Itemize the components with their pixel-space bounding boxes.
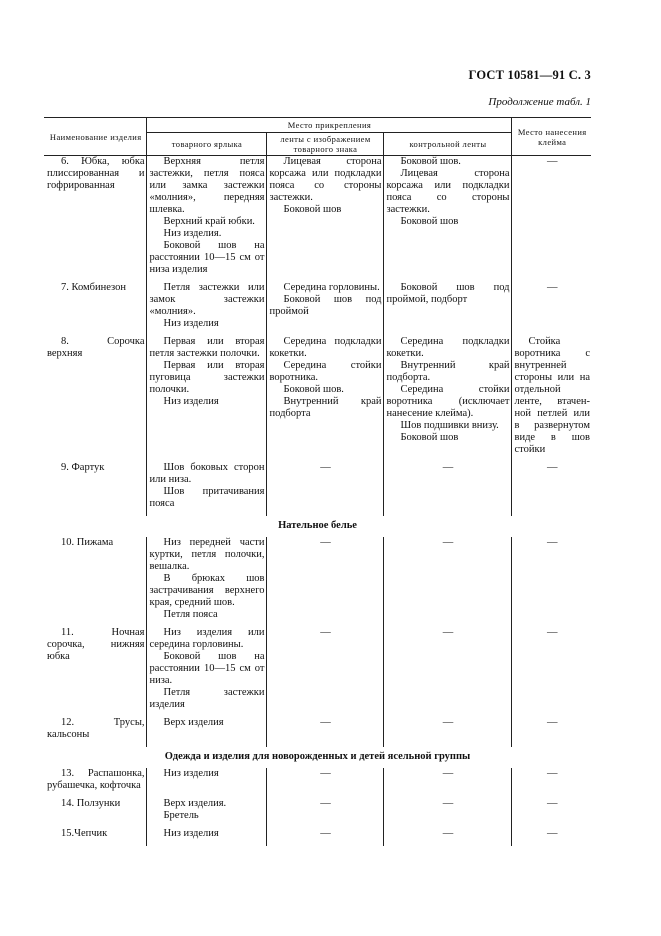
cell-line: Первая или вторая пуговица застежки полочки. [149,360,265,395]
tape-cell [266,627,383,711]
control-cell [383,768,511,792]
control-cell [383,828,511,840]
cell-line: — [320,462,331,473]
col-header-stamp: Место нанесения клейма [511,118,591,156]
cell-line: Низ изделия. [163,228,222,239]
section-title: Одежда и изделия для новорожденных и детей ясельной группы [164,751,471,762]
label-cell [146,336,266,456]
cell-line: Петля пояса [163,609,218,620]
table-row [44,828,591,840]
cell-line: Боковой шов [283,204,342,215]
cell-line: — [442,717,454,728]
table-row [44,462,591,510]
cell-line: Внутренний край подборта. [386,360,510,383]
cell-line: — [547,282,558,293]
control-cell [383,282,511,330]
stamp-cell [511,537,591,621]
cell-line: — [547,798,558,809]
cell-line: — [442,828,454,839]
col-header-name: Наименование изделия [44,118,146,156]
control-cell [383,336,511,456]
page-header: ГОСТ 10581—91 С. 3 [468,68,591,82]
cell-line: — [320,717,331,728]
stamp-cell [511,282,591,330]
cell-line: Верх изделия. [163,798,227,809]
cell-line: Шов подшивки внизу. [400,420,499,431]
table-row [44,537,591,621]
item-name-cell [44,828,146,840]
item-name: 12. Трусы, кальсоны [47,717,145,740]
cell-line: Первая или вторая петля застежки полочки. [149,336,265,359]
stamp-cell [511,768,591,792]
label-cell [146,156,266,277]
label-cell [146,828,266,840]
tape-cell [266,768,383,792]
cell-line: — [547,828,558,839]
stamp-cell [511,828,591,840]
cell-line: Боковой шов на расстоянии 10—15 см от низа изделия [149,240,265,275]
stamp-cell [511,336,591,456]
table-row [44,627,591,711]
item-name: 6. Юбка, юбка плиссированная и гофрированная [47,156,145,191]
cell-line: Внутренний край подборта [269,396,382,419]
item-name-cell [44,627,146,711]
cell-line: — [442,537,454,548]
cell-line: Бретель [163,810,199,821]
item-name: 15.Чепчик [61,828,108,839]
cell-line: Боковой шов под проймой, подборт [386,282,510,305]
item-name: 10. Пижама [61,537,114,548]
stamp-cell [511,156,591,277]
control-cell [383,627,511,711]
item-name: 8. Сорочка верхняя [47,336,145,359]
tape-cell [266,336,383,456]
col-header-place: Место прикрепления [146,118,511,133]
tape-cell [266,798,383,822]
cell-line: Петля застежки или замок застежки «молния». [149,282,265,317]
cell-line: Низ изделия [163,318,219,329]
cell-line: Низ изделия или середина горловины. [149,627,265,650]
item-name-cell [44,462,146,510]
item-name-cell [44,282,146,330]
cell-line: Середина подкладки кокетки. [386,336,510,359]
cell-line: Лицевая сторона корсажа или подкладки пояса со стороны застежки. [386,168,510,215]
section-row [44,516,591,537]
cell-line: Низ передней части куртки, петля полочки, вешалка. [149,537,265,572]
label-cell [146,282,266,330]
cell-line: Верхняя петля застежки, петля пояса или замка застежки «молния», передняя шлевка. [149,156,265,215]
col-header-label: товарного ярлыка [146,133,266,156]
col-header-tape-image: ленты с изображением товарного знака [266,133,383,156]
item-name-cell [44,537,146,621]
cell-line: Низ изделия [163,396,219,407]
cell-line: — [547,768,558,779]
item-name-cell [44,798,146,822]
tape-cell [266,462,383,510]
cell-line: — [547,462,558,473]
cell-line: Середина стойки воротника. [269,360,382,383]
cell-line: — [320,798,331,809]
tape-cell [266,282,383,330]
section-title: Нательное белье [278,520,357,531]
cell-line: — [442,798,454,809]
table-row [44,768,591,792]
tape-cell [266,828,383,840]
cell-line: — [442,768,454,779]
stamp-cell [511,627,591,711]
cell-line: — [547,156,558,167]
label-cell [146,627,266,711]
cell-line: Верхний край юбки. [163,216,255,227]
cell-line: — [320,627,331,638]
tape-cell [266,156,383,277]
cell-line: Шов боковых сторон или низа. [149,462,265,485]
standard-table [44,117,591,846]
stamp-cell [511,717,591,741]
stamp-cell [511,798,591,822]
item-name-cell [44,717,146,741]
cell-line: Петля застежки изделия [149,687,265,710]
row-spacer [44,840,591,846]
item-name-cell [44,336,146,456]
item-name-cell [44,768,146,792]
label-cell [146,717,266,741]
label-cell [146,537,266,621]
cell-line: Боковой шов. [400,156,461,167]
label-cell [146,768,266,792]
tape-cell [266,717,383,741]
cell-line: Шов притачивания пояса [149,486,265,509]
cell-line: Боковой шов [400,216,459,227]
control-cell [383,462,511,510]
control-cell [383,156,511,277]
cell-line: Стойка воротника с внутренней стороны или на отдельной ленте, втачен-ной петлей или в развернутом виде в шов стойки [514,336,590,455]
cell-line: — [547,627,558,638]
item-name: 13. Распашонка, рубашечка, кофточка [47,768,145,791]
cell-line: Низ изделия [163,768,219,779]
cell-line: — [442,462,454,473]
cell-line: — [442,627,454,638]
cell-line: Лицевая сторона корсажа или подкладки пояса со стороны застежки. [269,156,382,203]
cell-line: Верх изделия [163,717,224,728]
control-cell [383,717,511,741]
cell-line: В брюках шов застрачивания верхнего края, средний шов. [149,573,265,608]
control-cell [383,798,511,822]
section-row [44,747,591,768]
cell-line: Боковой шов. [283,384,344,395]
cell-line: Низ изделия [163,828,219,839]
item-name: 9. Фартук [61,462,105,473]
table-continuation-note: Продолжение табл. 1 [488,96,591,108]
label-cell [146,462,266,510]
stamp-cell [511,462,591,510]
cell-line: Середина горловины. [283,282,380,293]
table-row [44,336,591,456]
cell-line: Боковой шов на расстоянии 10—15 см от низа. [149,651,265,686]
cell-line: — [320,768,331,779]
table-row [44,156,591,277]
cell-line: Середина подкладки кокетки. [269,336,382,359]
table-row [44,717,591,741]
cell-line: Середина стойки воротника (исключает нанесение клейма). [386,384,510,419]
cell-line: — [547,537,558,548]
cell-line: — [320,828,331,839]
item-name: 11. Ночная сорочка, нижняя юбка [47,627,145,662]
tape-cell [266,537,383,621]
cell-line: — [547,717,558,728]
label-cell [146,798,266,822]
cell-line: Боковой шов под проймой [269,294,382,317]
item-name-cell [44,156,146,277]
table-row [44,282,591,330]
cell-line: — [320,537,331,548]
item-name: 14. Ползунки [61,798,121,809]
table-body [44,156,591,847]
cell-line: Боковой шов [400,432,459,443]
item-name: 7. Комбинезон [61,282,126,293]
table-row [44,798,591,822]
control-cell [383,537,511,621]
col-header-control-tape: контрольной ленты [383,133,511,156]
